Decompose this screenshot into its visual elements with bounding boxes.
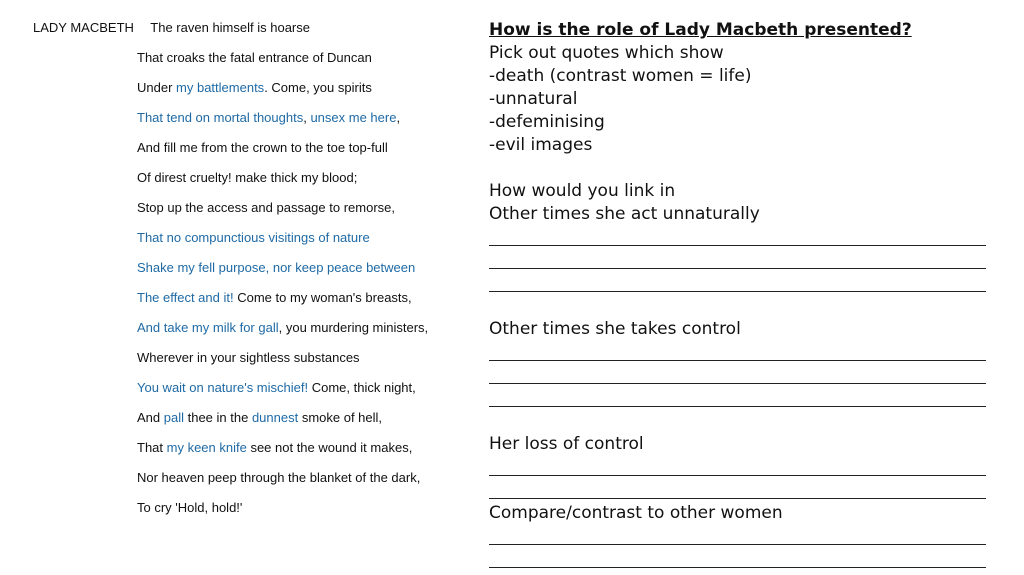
line-text: , you murdering ministers, — [278, 320, 429, 335]
poem-line — [137, 140, 428, 170]
highlighted-phrase: unsex me here — [310, 110, 397, 125]
poem-line — [137, 170, 428, 200]
highlighted-phrase: my battlements — [176, 80, 265, 95]
speaker-name: LADY MACBETH — [33, 20, 134, 35]
highlighted-phrase: And take my milk for gall — [137, 320, 279, 335]
highlighted-phrase: That no compunctious visitings of nature — [137, 230, 370, 245]
line-text: see not the wound it makes, — [246, 440, 413, 455]
answer-line[interactable] — [489, 249, 986, 272]
answer-line[interactable] — [489, 479, 986, 502]
point-evil-images: -evil images — [489, 135, 593, 155]
poem-line — [137, 80, 428, 110]
poem-line — [137, 110, 428, 140]
subheading-control: Other times she takes control — [489, 319, 741, 339]
highlighted-phrase: You wait on nature's mischief! — [137, 380, 309, 395]
answer-line[interactable] — [489, 226, 986, 249]
line-text: thee in the — [184, 410, 252, 425]
question-intro: Pick out quotes which show — [489, 43, 724, 63]
poem-line — [137, 200, 428, 230]
line-text: That croaks the fatal entrance of Duncan — [137, 50, 372, 65]
highlighted-phrase: pall — [163, 410, 184, 425]
poem-line — [137, 290, 428, 320]
poem-line — [137, 350, 428, 380]
poem-line — [137, 260, 428, 290]
line-text: Stop up the access and passage to remorse, — [137, 200, 395, 215]
highlighted-phrase: my keen knife — [166, 440, 247, 455]
question-panel — [489, 19, 986, 571]
line-text: , — [396, 110, 401, 125]
poem-line — [137, 50, 428, 80]
soliloquy-text — [137, 50, 428, 530]
line-text: Of direst cruelty! make thick my blood; — [137, 170, 358, 185]
poem-line — [137, 320, 428, 350]
subheading-loss-of-control: Her loss of control — [489, 434, 644, 454]
answer-line[interactable] — [489, 272, 986, 295]
line-text: And — [137, 410, 164, 425]
subheading-unnatural: Other times she act unnaturally — [489, 204, 760, 224]
answer-line[interactable] — [489, 341, 986, 364]
poem-line — [137, 500, 428, 530]
point-death: -death (contrast women = life) — [489, 66, 752, 86]
poem-line — [137, 410, 428, 440]
highlighted-phrase: That tend on mortal thoughts — [137, 110, 304, 125]
answer-line[interactable] — [489, 525, 986, 548]
answer-line[interactable] — [489, 364, 986, 387]
line-text: Come, thick night, — [308, 380, 416, 395]
highlighted-phrase: dunnest — [251, 410, 299, 425]
answer-line[interactable] — [489, 456, 986, 479]
line-text: Wherever in your sightless substances — [137, 350, 360, 365]
highlighted-phrase: The effect and it! — [137, 290, 234, 305]
point-defeminising: -defeminising — [489, 112, 605, 132]
question-title: How is the role of Lady Macbeth presented? — [489, 20, 912, 40]
highlighted-phrase: Shake my fell purpose, nor keep peace between — [137, 260, 416, 275]
poem-line — [150, 20, 310, 35]
subheading-compare-women: Compare/contrast to other women — [489, 503, 783, 523]
line-text: Under — [137, 80, 177, 95]
poem-line — [137, 470, 428, 500]
line-text: smoke of hell, — [298, 410, 383, 425]
answer-line[interactable] — [489, 548, 986, 571]
poem-line — [137, 230, 428, 260]
line-text: The raven himself is hoarse — [150, 20, 310, 35]
line-text: . Come, you spirits — [264, 80, 372, 95]
poem-line — [137, 440, 428, 470]
line-text: , — [303, 110, 311, 125]
line-text: Nor heaven peep through the blanket of the dark, — [137, 470, 421, 485]
line-text: And fill me from the crown to the toe top-full — [137, 140, 388, 155]
speech-header — [33, 20, 310, 35]
link-heading: How would you link in — [489, 181, 676, 201]
answer-line[interactable] — [489, 387, 986, 410]
point-unnatural: -unnatural — [489, 89, 578, 109]
line-text: Come to my woman's breasts, — [233, 290, 412, 305]
line-text: That — [137, 440, 167, 455]
poem-line — [137, 380, 428, 410]
line-text: To cry 'Hold, hold!' — [137, 500, 243, 515]
